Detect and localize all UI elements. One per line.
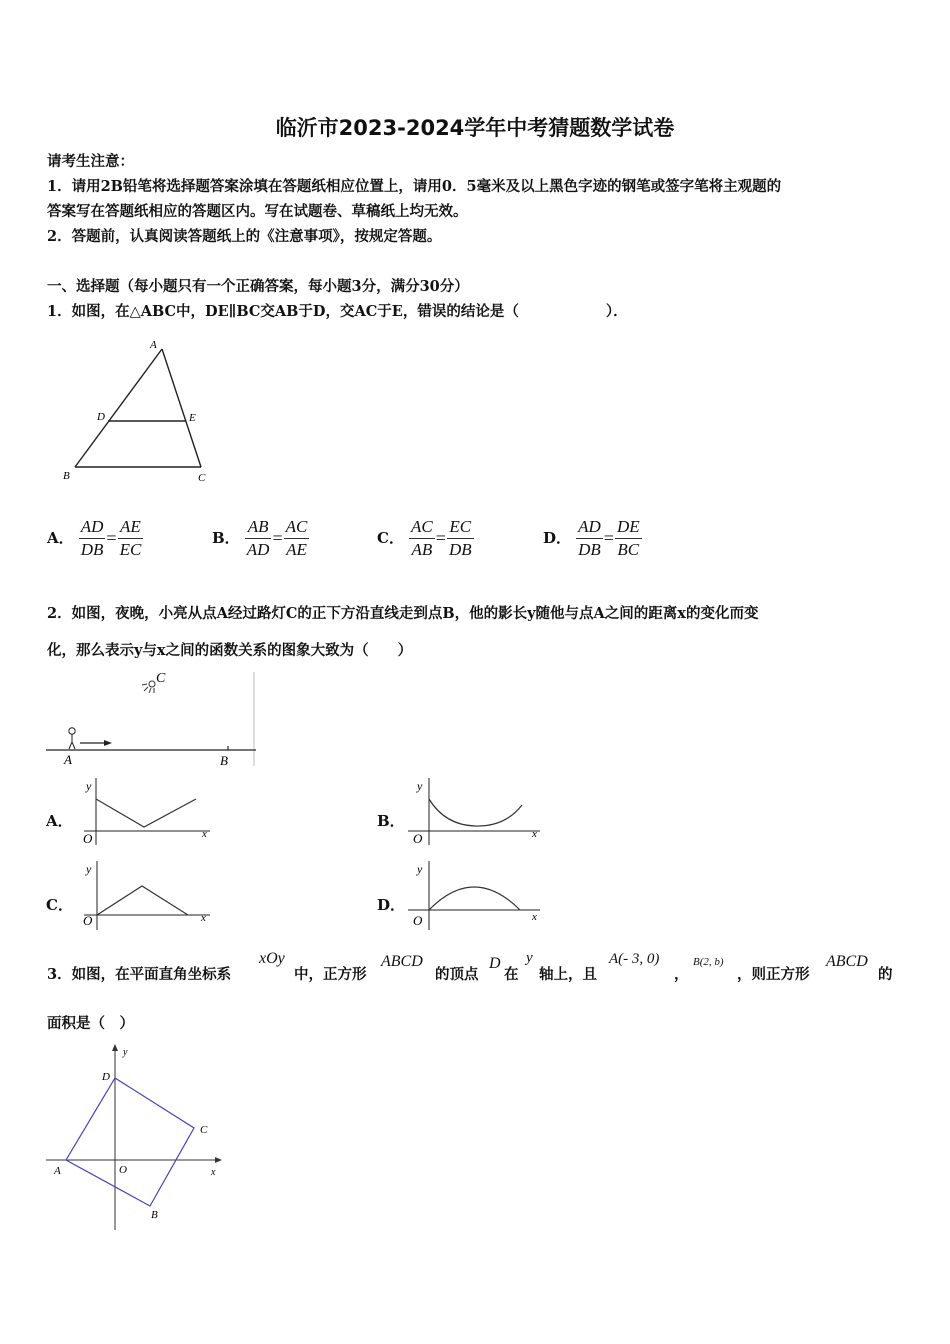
triangle-figure (55, 335, 225, 485)
svg-text:y: y (86, 779, 92, 793)
label-C: C (198, 472, 206, 484)
notice-line-1b: 答案写在答题纸相应的答题区内。写在试题卷、草稿纸上均无效。 (47, 203, 468, 220)
q2-option-a-label[interactable]: A． (46, 812, 73, 830)
q1-option-c[interactable]: C． $\frac{AC}{AB}$ = $\frac{EC}{DB}$ (377, 517, 472, 559)
question-3-stem-2: 面积是（ ） (47, 1015, 134, 1032)
question-1-stem: 1．如图，在△ABC中，DE∥BC交AB于D，交AC于E，错误的结论是（ ）． (47, 303, 628, 320)
q2-option-a-graph[interactable] (70, 775, 215, 850)
label-start-a: A (64, 752, 72, 767)
label-E: E (189, 412, 196, 424)
svg-text:y: y (417, 779, 423, 793)
svg-text:x: x (201, 912, 206, 924)
svg-text:O: O (413, 913, 423, 928)
question-2-stem-2: 化，那么表示y与x之间的函数关系的图象大致为（ ） (47, 642, 413, 659)
question-3-stem-p6: ， (674, 966, 689, 983)
notice-line-2: 2．答题前，认真阅读答题纸上的《注意事项》，按规定答题。 (47, 228, 442, 245)
label-c: C (200, 1124, 208, 1136)
q2-option-b-label[interactable]: B． (377, 812, 405, 830)
label-a: A (54, 1165, 61, 1177)
svg-text:y: y (86, 862, 92, 876)
label-b: B (151, 1209, 158, 1221)
page-title: 临沂市2023-2024学年中考猜题数学试卷 (275, 116, 675, 140)
question-3-stem-p4: 在 (504, 966, 519, 983)
section-heading: 一、选择题（每小题只有一个正确答案，每小题3分，满分30分） (47, 278, 469, 295)
math-xoy: xOy (259, 950, 285, 967)
label-y-axis: y (123, 1047, 128, 1058)
label-B: B (63, 470, 70, 482)
svg-text:x: x (532, 828, 537, 840)
question-3-stem-p2: 中，正方形 (294, 966, 367, 983)
label-lamp-c: C (156, 671, 166, 686)
label-D: D (97, 411, 105, 423)
q2-option-b-graph[interactable] (400, 775, 545, 850)
question-3-stem-p3: 的顶点 (435, 966, 479, 983)
svg-text:x: x (532, 911, 537, 923)
square-coordinate-figure (40, 1040, 230, 1235)
q2-option-c-label[interactable]: C． (46, 896, 73, 914)
q1-option-a[interactable]: A． $\frac{AD}{DB}$ = $\frac{AE}{EC}$ (47, 517, 142, 559)
q2-option-c-graph[interactable] (70, 858, 215, 933)
question-3-stem-p1: 3．如图，在平面直角坐标系 (47, 966, 232, 983)
notice-line-1a: 1．请用2B铅笔将选择题答案涂填在答题纸相应位置上，请用0．5毫米及以上黑色字迹的钢笔或签字笔将主观题的 (47, 178, 782, 195)
label-end-b: B (220, 753, 228, 768)
label-d: D (102, 1071, 110, 1083)
svg-text:O: O (83, 831, 93, 846)
svg-text:O: O (413, 831, 423, 846)
person-icon (69, 728, 75, 749)
math-abcd-1: ABCD (381, 953, 423, 970)
question-3-stem-p7: ，则正方形 (737, 966, 810, 983)
math-point-a: A(- 3, 0) (609, 951, 660, 967)
label-x-axis: x (211, 1167, 216, 1178)
q2-option-d-label[interactable]: D． (377, 896, 406, 914)
svg-text:y: y (417, 862, 423, 876)
street-lamp-figure (44, 668, 259, 770)
q2-option-d-graph[interactable] (400, 858, 545, 933)
label-o: O (119, 1164, 127, 1176)
math-y: y (526, 950, 533, 966)
math-d: D (489, 955, 501, 972)
math-abcd-2: ABCD (826, 953, 868, 970)
question-2-stem-1: 2．如图，夜晚，小亮从点A经过路灯C的正下方沿直线走到点B，他的影长y随他与点A之间的距离x的变化而变 (47, 605, 759, 622)
q1-option-b[interactable]: B． $\frac{AB}{AD}$ = $\frac{AC}{AE}$ (212, 517, 308, 559)
notice-heading: 请考生注意： (47, 153, 134, 170)
math-point-b: B(2, b) (693, 956, 724, 968)
lamp-icon (142, 681, 155, 693)
question-3-stem-p8: 的 (878, 966, 893, 983)
svg-text:O: O (83, 913, 93, 928)
svg-text:x: x (202, 828, 207, 840)
q1-option-d[interactable]: D． $\frac{AD}{DB}$ = $\frac{DE}{BC}$ (543, 517, 640, 559)
question-3-stem-p5: 轴上，且 (539, 966, 597, 983)
label-A: A (150, 339, 157, 351)
